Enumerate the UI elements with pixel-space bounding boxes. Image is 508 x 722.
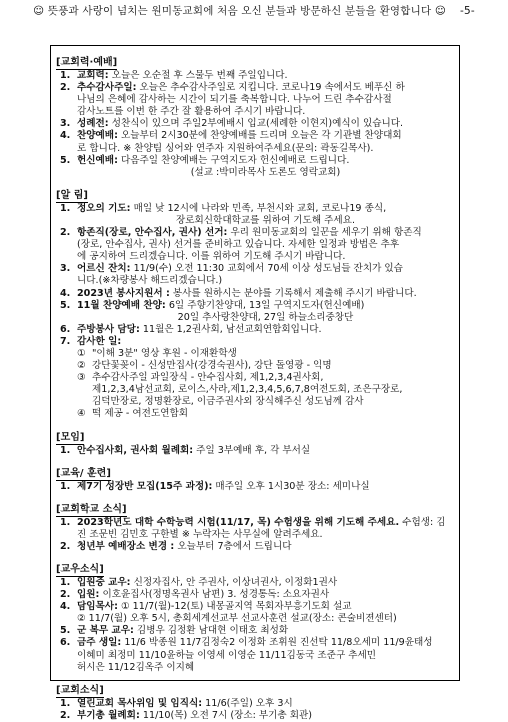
item-body	[77, 82, 454, 118]
item-label: 정오의 기도:	[77, 202, 131, 214]
item-text: 오늘부터 2시30분에 찬양예배를 드리며 오늘은 각 기관별 찬양대회	[120, 130, 402, 142]
item-number: 4.	[60, 287, 71, 299]
item-number: 5.	[60, 299, 71, 311]
item-text: 매일 낮 12시에 나라와 민족, 부천시와 교회, 코로나19 종식,	[133, 202, 387, 214]
item-first-line	[77, 625, 454, 637]
list-item	[56, 445, 454, 457]
item-label: 찬양예배:	[77, 130, 118, 142]
section	[56, 461, 454, 493]
sub-item-body	[92, 372, 402, 408]
sub-item-line: 김덕만장로, 정명환장로, 이금주권사외 장식해주신 성도님께 감사	[92, 396, 364, 408]
sub-item-line: "이해 3분" 영상 후원 - 이재환학생	[92, 347, 237, 359]
item-body	[77, 70, 454, 82]
list-item	[56, 336, 454, 421]
item-body	[77, 625, 454, 637]
header-text: ☺ 뜻풍과 사랑이 넘치는 원미동교회에 처음 오신 분들과 방문하신 분들을 환영합니다 ☺	[33, 5, 446, 17]
item-body	[77, 118, 454, 130]
item-text-line: 이혜미 최정미 11/10윤하늘 이영세 이영순 11/11김동국 조준구 추세민	[77, 649, 377, 661]
section-title: [모임]	[56, 431, 85, 443]
sub-item-body	[92, 348, 237, 360]
item-text-line: 나님의 은혜에 감사하는 시간이 되기를 축복합니다. 나누어 드린 추수감사절	[77, 94, 392, 106]
list-item	[56, 130, 454, 154]
item-number: 2.	[60, 589, 71, 601]
item-label: 군 복무 교우:	[77, 625, 134, 637]
sub-item	[77, 348, 454, 360]
item-body	[77, 698, 454, 710]
item-first-line	[77, 288, 454, 300]
item-text-line: (장로, 안수집사, 권사) 선거를 준비하고 있습니다. 자세한 일정과 방법은 추후	[77, 239, 400, 251]
item-text: 11/6 박종원 11/7김정숙2 이정화 조휘원 진선탁 11/8오세미 11/9윤태성	[124, 637, 433, 649]
item-label: 감사한 일:	[77, 335, 122, 347]
item-text: 이호윤집사(정명옥권사 남편) 3. 성경통독: 소요자권사	[102, 589, 330, 601]
item-text-line: 로 합니다. ※ 찬양팀 싱어와 연주자 지원하여주세요(문의: 곽동길목사).	[77, 142, 374, 154]
item-body	[77, 227, 454, 263]
item-text: 6일 주향기찬양대, 13일 구역지도자(헌신예배)	[168, 299, 365, 311]
bulletin-box	[50, 45, 460, 721]
item-body	[77, 637, 454, 673]
list-item	[56, 541, 454, 553]
item-text: 오늘은 오순절 후 스물두 번째 주일입니다.	[111, 70, 288, 81]
item-body	[77, 203, 454, 227]
item-text-line: 허시은 11/12김옥주 이지혜	[77, 661, 195, 673]
item-body	[77, 263, 454, 287]
page-number: -5-	[460, 5, 475, 17]
item-number: 7.	[60, 335, 71, 347]
item-first-line	[77, 227, 454, 239]
item-body	[77, 155, 454, 179]
item-number: 6.	[60, 637, 71, 649]
item-first-line	[77, 336, 454, 348]
list-item	[56, 625, 454, 637]
item-first-line	[77, 481, 454, 493]
item-body	[77, 589, 454, 601]
item-body	[77, 336, 454, 421]
section	[56, 497, 454, 553]
list-item	[56, 710, 454, 722]
section	[56, 557, 454, 674]
item-label: 입원:	[77, 589, 100, 601]
item-label: 11월 찬양예배 찬양:	[77, 299, 166, 311]
list-item	[56, 82, 454, 118]
item-number: 1.	[60, 697, 71, 709]
list-item	[56, 155, 454, 179]
item-text-line: 감사노트를 이번 한 주간 잘 활용하여 주시기 바랍니다.	[77, 106, 306, 118]
item-label: 2023학년도 대학 수학능력 시험(11/17, 목) 수험생을 위해 기도해 주세요.	[77, 516, 400, 528]
item-body	[77, 288, 454, 300]
item-label: 금주 생일:	[77, 637, 122, 649]
item-label: 주방봉사 담당:	[77, 323, 140, 335]
item-first-line	[77, 155, 454, 167]
sub-item-body	[92, 360, 332, 372]
item-text: 수험생: 김 진 조문빈 김민호 구한별 ※ 누락자는 사무실에 알려주세요.	[77, 516, 446, 540]
item-text: 신정자집사, 안 주권사, 이상녀권사, 이정화1권사	[133, 577, 338, 588]
item-text-line: (설교 :박미라목사 도론도 영락교회)	[190, 166, 341, 178]
item-text: 오늘부터 7층에서 드립니다	[177, 540, 292, 552]
item-body	[77, 481, 454, 493]
item-text: 11/10(목) 오전 7시 (장소: 부기총 회관)	[142, 709, 313, 721]
sub-item	[77, 372, 454, 408]
list-item	[56, 227, 454, 263]
sub-item-line: 제1,2,3,4남선교회, 로이스,사라,제1,2,3,4,5,6,7,8여전도회, 조은구장로,	[92, 384, 403, 396]
item-label: 부기총 월례회:	[77, 709, 140, 721]
sub-item-line: 강단꽃꽂이 - 신성만집사(강경숙권사), 강단 돌영광 - 익명	[92, 360, 332, 372]
item-number: 1.	[60, 70, 71, 81]
item-label: 항존직(장로, 안수집사, 권사) 선거:	[77, 227, 228, 239]
item-first-line	[77, 710, 454, 722]
page-header	[0, 3, 508, 18]
item-text: 봉사를 원하시는 분야를 기록해서 제출해 주시기 바랍니다.	[172, 287, 417, 299]
item-label: 안수집사회, 권사회 월례회:	[77, 444, 194, 456]
section	[56, 678, 454, 722]
item-label: 교회력:	[77, 70, 109, 81]
item-number: 2.	[60, 540, 71, 552]
item-number: 1.	[60, 516, 71, 528]
item-text-line: 장로회신학대학교를 위하여 기도해 주세요.	[175, 214, 355, 226]
item-first-line	[77, 263, 454, 275]
item-first-line	[77, 324, 454, 336]
item-label: 성례전:	[77, 118, 109, 130]
item-first-line	[77, 577, 454, 589]
item-body	[77, 324, 454, 336]
item-number: 1.	[60, 202, 71, 214]
item-number: 4.	[60, 130, 71, 142]
item-body	[77, 577, 454, 589]
sub-item-number: ②	[77, 360, 86, 372]
item-text: 매주일 오후 1시30분 장소: 세미나실	[215, 480, 370, 492]
item-first-line	[77, 637, 454, 649]
item-body	[77, 300, 454, 324]
item-first-line	[77, 82, 454, 94]
item-body	[77, 601, 454, 625]
item-number: 5.	[60, 154, 71, 166]
item-first-line	[77, 601, 454, 613]
item-text-line: 20일 추사랑찬양대, 27일 하늘소리중창단	[177, 311, 354, 323]
list-item	[56, 300, 454, 324]
item-body	[77, 130, 454, 154]
item-number: 6.	[60, 323, 71, 335]
list-item	[56, 288, 454, 300]
list-item	[56, 601, 454, 625]
item-first-line	[77, 517, 454, 541]
item-body	[77, 541, 454, 553]
list-item	[56, 637, 454, 673]
item-number: 1.	[60, 480, 71, 492]
item-text-line: 에 공지하여 드리겠습니다. 이를 위하여 기도해 주시기 바랍니다.	[77, 251, 346, 263]
item-number: 5.	[60, 625, 71, 637]
list-item	[56, 517, 454, 541]
item-body	[77, 710, 454, 722]
item-text: ① 11/7(월)-12(토) 내몽골지역 목회자부흥기도회 설교	[120, 601, 352, 613]
item-text: 김병우 김정환 남대현 이태호 최성화	[136, 625, 289, 637]
item-text: 다음주일 찬양예배는 구역지도자 헌신예배로 드립니다.	[120, 154, 350, 166]
item-first-line	[77, 203, 454, 215]
list-item	[56, 324, 454, 336]
item-text: 우리 원미동교회의 일꾼을 세우기 위해 항존직	[230, 227, 422, 239]
item-first-line	[77, 300, 454, 312]
item-label: 제7기 성장반 모집(15주 과정):	[77, 480, 213, 492]
sub-item-body	[92, 408, 188, 420]
sub-item	[77, 408, 454, 420]
list-item	[56, 118, 454, 130]
item-text: 11/9(수) 오전 11:30 교회에서 70세 이상 성도님들 잔치가 있습	[133, 263, 403, 275]
item-label: 추수감사주일:	[77, 82, 137, 94]
item-label: 어르신 잔치:	[77, 263, 131, 275]
item-label: 2023년 봉사지원서 :	[77, 287, 170, 299]
section-title: [알 림]	[56, 189, 88, 201]
list-item	[56, 577, 454, 589]
item-label: 담임목사:	[77, 601, 118, 613]
sub-item-number: ④	[77, 408, 86, 420]
item-first-line	[77, 130, 454, 142]
list-item	[56, 589, 454, 601]
section	[56, 183, 454, 421]
sub-item-line: 떡 제공 - 여전도연합회	[92, 408, 189, 420]
item-number: 1.	[60, 444, 71, 456]
section-title: [교육/ 훈련]	[56, 467, 111, 479]
item-number: 1.	[60, 577, 71, 588]
item-first-line	[77, 698, 454, 710]
section	[56, 425, 454, 457]
item-text: 11/6(주일) 오후 3시	[205, 697, 293, 709]
item-first-line	[77, 118, 454, 130]
sub-item-line: 추수감사주일 과일장식 - 안수집사회, 제1,2,3,4권사회,	[92, 372, 324, 384]
item-first-line	[77, 589, 454, 601]
item-body	[77, 445, 454, 457]
section-title: [교회학교 소식]	[56, 503, 127, 515]
section	[56, 50, 454, 179]
item-number: 3.	[60, 263, 71, 275]
item-first-line	[77, 445, 454, 457]
item-text: 오늘은 추수감사주일로 지킵니다. 코로나19 속에서도 베푸신 하	[139, 82, 405, 94]
item-label: 헌신예배:	[77, 154, 118, 166]
item-number: 2.	[60, 709, 71, 721]
item-text-line: ② 11/7(월) 오후 5시, 총회세계선교부 선교사훈련 설교(장소: 콘술비젼센터)	[77, 613, 397, 625]
item-body	[77, 517, 454, 541]
item-first-line	[77, 541, 454, 553]
section-title: [교우소식]	[56, 564, 104, 575]
list-item	[56, 481, 454, 493]
item-text: 11월은 1,2권사회, 남선교회연합회입니다.	[142, 323, 322, 335]
sub-item	[77, 360, 454, 372]
item-label: 열린교회 목사위임 및 임직식:	[77, 697, 203, 709]
item-text: 주일 3부예배 후, 각 부서실	[196, 444, 311, 456]
item-text: 성찬식이 있으며 주일2부예배시 입교(세례한 이현지)예식이 있습니다.	[111, 118, 404, 130]
item-label: 입원중 교우:	[77, 577, 131, 588]
list-item	[56, 263, 454, 287]
section-title: [교회소식]	[56, 684, 104, 696]
item-number: 3.	[60, 118, 71, 130]
list-item	[56, 203, 454, 227]
item-label: 청년부 예배장소 변경 :	[77, 540, 175, 552]
section-title: [교회력·예배]	[56, 57, 118, 68]
item-number: 4.	[60, 601, 71, 613]
item-first-line	[77, 70, 454, 82]
list-item	[56, 698, 454, 710]
item-text-line: 니다.(※차량봉사 해드리겠습니다.)	[77, 275, 223, 287]
list-item	[56, 70, 454, 82]
sub-item-number: ①	[77, 347, 86, 359]
item-number: 2.	[60, 227, 71, 239]
item-number: 2.	[60, 82, 71, 94]
sub-item-number: ③	[77, 372, 86, 384]
